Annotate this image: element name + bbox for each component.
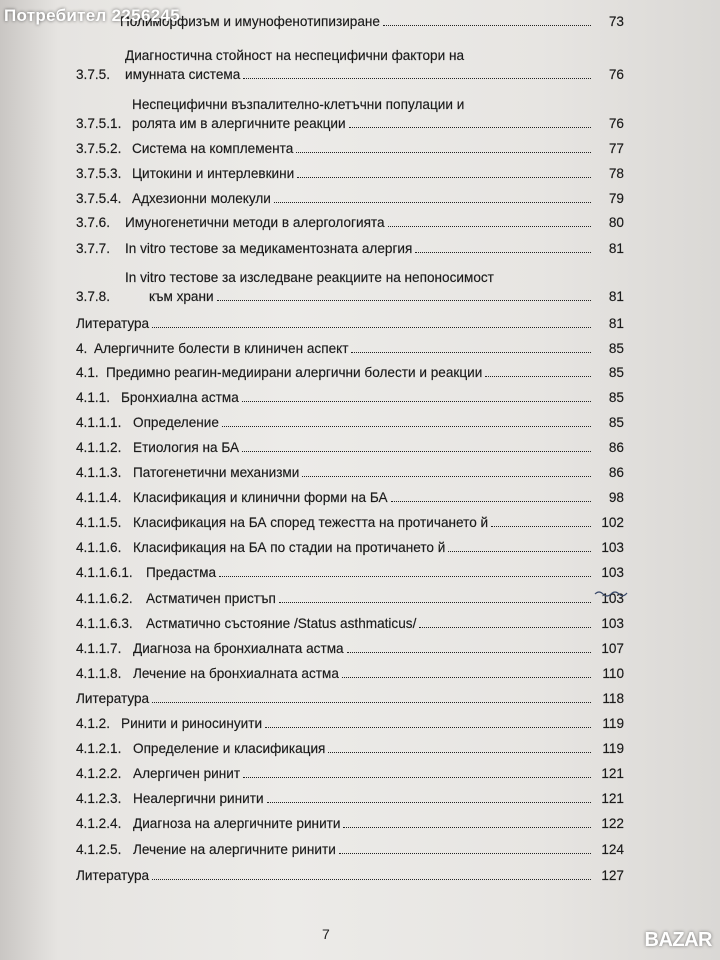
toc-number: 4.1.1.8.: [76, 666, 122, 681]
toc-title: Система на комплемента: [132, 141, 294, 156]
toc-title: Цитокини и интерлевкини: [132, 166, 295, 181]
toc-title: Определение и класификация: [133, 741, 326, 756]
toc-entry: [76, 540, 624, 555]
toc-entry: [76, 415, 624, 430]
toc-page: 85: [608, 341, 624, 356]
toc-entry: [76, 716, 624, 731]
toc-title: Алергичните болести в клиничен аспект: [94, 341, 349, 356]
leader-dots: [279, 602, 591, 603]
toc-number: 4.1.2.4.: [76, 816, 122, 831]
toc-page: 77: [608, 141, 624, 156]
toc-number: 4.: [76, 341, 88, 356]
toc-entry: [76, 44, 624, 82]
toc-page: 119: [602, 716, 624, 731]
toc-entry: [76, 93, 624, 131]
toc-page: 103: [601, 565, 624, 580]
toc-title: Астматичен пристъп: [146, 591, 276, 606]
toc-title: Имуногенетични методи в алергологията: [125, 215, 385, 230]
toc-page: 121: [601, 766, 624, 781]
toc-entry: [76, 316, 624, 331]
leader-dots: [267, 802, 591, 803]
leader-dots: [383, 25, 591, 26]
toc-entry: [76, 440, 624, 455]
toc-title: Етиология на БА: [133, 440, 240, 455]
toc-number: 3.7.7.: [76, 241, 111, 256]
toc-title: Адхезионни молекули: [132, 191, 271, 206]
leader-dots: [347, 652, 591, 653]
toc-entry: [76, 816, 624, 831]
toc-entry: [76, 591, 624, 606]
toc-title: Диагноза на бронхиалната астма: [133, 641, 344, 656]
toc-number: 3.7.8.: [76, 289, 111, 304]
leader-dots: [152, 702, 591, 703]
toc-number: 4.1.2.1.: [76, 741, 122, 756]
leader-dots: [243, 777, 591, 778]
toc-page: 107: [601, 641, 624, 656]
leader-dots: [485, 376, 591, 377]
leader-dots: [219, 576, 591, 577]
leader-dots: [243, 78, 591, 79]
toc-page: 78: [608, 166, 624, 181]
leader-dots: [415, 252, 591, 253]
toc-title: Ринити и риносинуити: [121, 716, 263, 731]
toc-entry: [76, 215, 624, 230]
toc-page: 103: [601, 540, 624, 555]
toc-title: Класификация на БА по стадии на протичането й: [133, 540, 446, 555]
toc-entry: [76, 241, 624, 256]
toc-entry: [76, 868, 624, 883]
bazar-logo: BAZAR: [644, 929, 712, 951]
toc-entry: [76, 191, 624, 206]
toc-entry: [76, 616, 624, 631]
toc-number: 4.1.2.: [76, 716, 111, 731]
toc-title: Полиморфизъм и имунофенотипизиране: [120, 14, 380, 29]
toc-number: 4.1.1.3.: [76, 465, 122, 480]
toc-entry: [76, 390, 624, 405]
toc-page: 86: [608, 465, 624, 480]
toc-entry: [120, 14, 624, 29]
toc-page: 76: [608, 116, 624, 131]
leader-dots: [242, 401, 591, 402]
toc-number: 4.1.1.5.: [76, 515, 122, 530]
toc-page: 85: [608, 390, 624, 405]
toc-number: 3.7.5.: [76, 67, 111, 82]
toc-entry: [76, 666, 624, 681]
leader-dots: [265, 727, 591, 728]
toc-number: 4.1.1.4.: [76, 490, 122, 505]
leader-dots: [328, 752, 591, 753]
toc-number: 4.1.2.5.: [76, 842, 122, 857]
toc-entry: [76, 842, 624, 857]
toc-page: 85: [608, 415, 624, 430]
toc-title: Бронхиална астма: [121, 390, 239, 405]
leader-dots: [339, 853, 591, 854]
toc-number: 4.1.1.: [76, 390, 111, 405]
toc-number: 4.1.1.6.: [76, 540, 122, 555]
toc-entry: [76, 641, 624, 656]
toc-page: 79: [608, 191, 624, 206]
toc-page: 81: [608, 289, 624, 304]
toc-title: Патогенетични механизми: [133, 465, 300, 480]
pen-mark: [594, 589, 628, 597]
toc-page: 103: [601, 591, 624, 606]
leader-dots: [342, 677, 591, 678]
toc-title: Алергичен ринит: [133, 766, 241, 781]
toc-page: 103: [601, 616, 624, 631]
toc-entry: [76, 515, 624, 530]
toc-number: 4.1.1.6.2.: [76, 591, 133, 606]
toc-title: Астматично състояние /Status asthmaticus/: [146, 616, 417, 631]
toc-title: Диагноза на алергичните ринити: [133, 816, 341, 831]
toc-page: 85: [608, 365, 624, 380]
toc-number: 4.1.1.6.1.: [76, 565, 133, 580]
toc-entry: [76, 141, 624, 156]
toc-title: Литература: [76, 868, 150, 883]
toc-page: 102: [601, 515, 624, 530]
leader-dots: [152, 879, 591, 880]
leader-dots: [222, 426, 591, 427]
toc-page: 81: [608, 241, 624, 256]
toc-page: 118: [602, 691, 624, 706]
toc-number: 4.1.: [76, 365, 99, 380]
toc-title: Лечение на бронхиалната астма: [133, 666, 339, 681]
toc-entry: [76, 490, 624, 505]
toc-number: 3.7.5.2.: [76, 141, 122, 156]
toc-title: In vitro тестове за изследване реакциите на непоносимост: [125, 270, 494, 285]
leader-dots: [302, 476, 591, 477]
user-watermark: Потребител 2256245: [4, 6, 180, 25]
toc-number: 3.7.5.3.: [76, 166, 122, 181]
toc-page: 81: [608, 316, 624, 331]
toc-page: 98: [608, 490, 624, 505]
toc-number: 4.1.1.6.3.: [76, 616, 133, 631]
toc-page: 76: [608, 67, 624, 82]
leader-dots: [297, 177, 591, 178]
toc-page: 110: [602, 666, 624, 681]
toc-title: Неалергични ринити: [133, 791, 264, 806]
toc-entry: [76, 565, 624, 580]
leader-dots: [349, 127, 591, 128]
toc-page: 80: [608, 215, 624, 230]
toc-entry: [76, 341, 624, 356]
leader-dots: [152, 327, 591, 328]
toc-entry: [76, 741, 624, 756]
toc-number: 4.1.1.7.: [76, 641, 122, 656]
toc-title: Предастма: [146, 565, 217, 580]
toc-page: 73: [608, 14, 624, 29]
toc-title: Диагностична стойност на неспецифични фактори на: [125, 48, 465, 63]
toc-title-continued: ролята им в алергичните реакции: [132, 116, 346, 131]
toc-number: 4.1.2.2.: [76, 766, 122, 781]
toc-page: 121: [601, 791, 624, 806]
toc-page: 122: [601, 816, 624, 831]
leader-dots: [491, 526, 591, 527]
leader-dots: [274, 202, 591, 203]
leader-dots: [419, 627, 591, 628]
toc-entry: [76, 365, 624, 380]
toc-title-continued: имунната система: [125, 67, 241, 82]
toc-number: 3.7.5.1.: [76, 116, 122, 131]
toc-entry: [76, 791, 624, 806]
toc-entry: [76, 766, 624, 781]
leader-dots: [448, 551, 591, 552]
toc-number: 4.1.1.1.: [76, 415, 122, 430]
toc-title: In vitro тестове за медикаментозната алергия: [125, 241, 413, 256]
toc-number: 3.7.5.4.: [76, 191, 122, 206]
toc-title: Лечение на алергичните ринити: [133, 842, 336, 857]
toc-page: 86: [608, 440, 624, 455]
toc-entry: [76, 266, 624, 304]
leader-dots: [391, 501, 591, 502]
toc-title: Литература: [76, 316, 150, 331]
toc-page: 119: [602, 741, 624, 756]
toc-entry: [76, 166, 624, 181]
toc-page: 127: [601, 868, 624, 883]
toc-title: Предимно реагин-медиирани алергични болести и реакции: [106, 365, 483, 380]
toc-page: 124: [601, 842, 624, 857]
leader-dots: [217, 300, 591, 301]
toc-title: Неспецифични възпалително-клетъчни популации и: [132, 97, 465, 112]
toc-title: Литература: [76, 691, 150, 706]
toc-title: Класификация и клинични форми на БА: [133, 490, 388, 505]
toc-entry: [76, 691, 624, 706]
leader-dots: [343, 827, 591, 828]
leader-dots: [242, 451, 591, 452]
toc-number: 4.1.1.2.: [76, 440, 122, 455]
toc-title-continued: към храни: [149, 289, 214, 304]
toc-title: Определение: [133, 415, 219, 430]
leader-dots: [388, 226, 591, 227]
toc-entry: [76, 465, 624, 480]
leader-dots: [296, 152, 591, 153]
toc-number: 3.7.6.: [76, 215, 111, 230]
leader-dots: [351, 352, 591, 353]
toc-title: Класификация на БА според тежестта на протичането й: [133, 515, 489, 530]
page-number: 7: [322, 926, 330, 942]
toc-number: 4.1.2.3.: [76, 791, 122, 806]
